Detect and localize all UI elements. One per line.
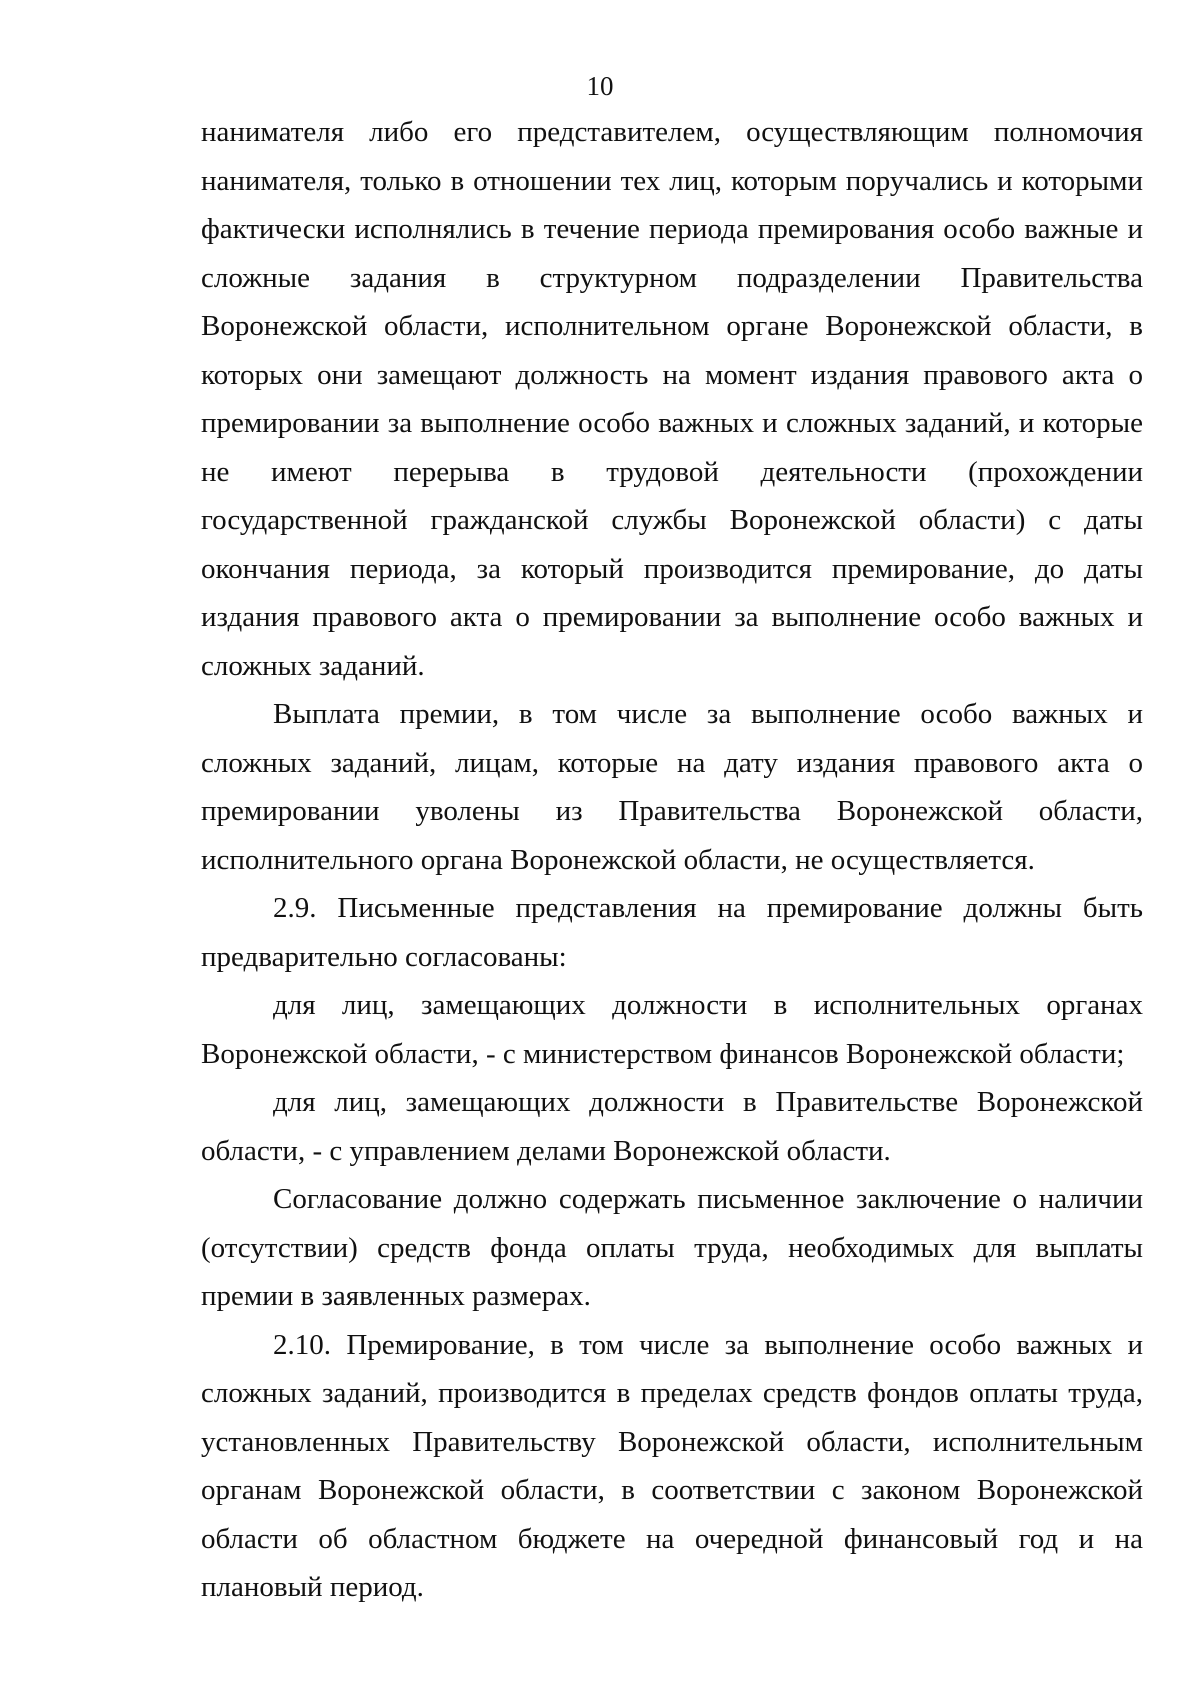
document-body [201,108,1143,1612]
paragraph-clause-2-9: 2.9. Письменные представления на премирование должны быть предварительно согласованы: [201,892,1143,973]
paragraph-bonus-payment: Выплата премии, в том числе за выполнение особо важных и сложных заданий, лицам, которые на дату издания правового акта о премировании уволены из Правительства Воронежской области, исполнительного органа Воронежской области, не осуществляется. [201,698,1143,876]
paragraph-continuation: нанимателя либо его представителем, осуществляющим полномочия нанимателя, только в отношении тех лиц, которым поручались и которыми фактически исполнялись в течение периода премирования особо важные и сложные задания в структурном подразделении Правительства Воронежской области, исполнительном органе Воронежской области, в которых они замещают должность на момент издания правового акта о премировании за выполнение особо важных и сложных заданий, и которые не имеют перерыва в трудовой деятельности (прохождении государственной гражданской службы Воронежской области) с даты окончания периода, за который производится премирование, до даты издания правового акта о премировании за выполнение особо важных и сложных заданий. [201,116,1143,682]
paragraph-clause-2-10: 2.10. Премирование, в том числе за выполнение особо важных и сложных заданий, производится в пределах средств фондов оплаты труда, установленных Правительству Воронежской области, исполнительным органам Воронежской области, в соответствии с законом Воронежской области об областном бюджете на очередной финансовый год и на плановый период. [201,1328,1143,1603]
paragraph-executive-bodies: для лиц, замещающих должности в исполнительных органах Воронежской области, - с министерством финансов Воронежской области; [201,989,1143,1070]
paragraph-approval: Согласование должно содержать письменное заключение о наличии (отсутствии) средств фонда оплаты труда, необходимых для выплаты премии в заявленных размерах. [201,1183,1143,1312]
page-number: 10 [586,71,614,101]
paragraph-government: для лиц, замещающих должности в Правительстве Воронежской области, - с управлением делами Воронежской области. [201,1086,1143,1167]
